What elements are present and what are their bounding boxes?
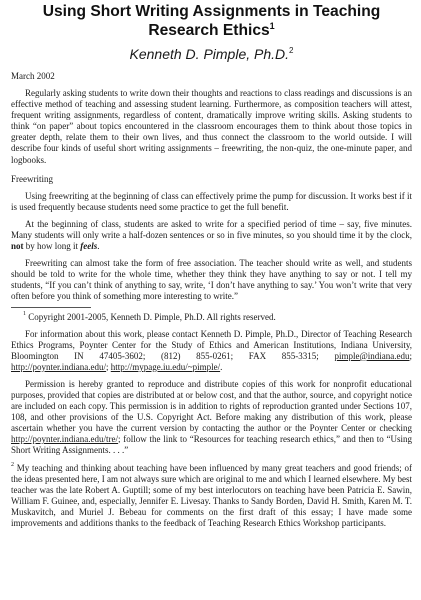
author-byline bbox=[11, 46, 412, 63]
document-date: March 2002 bbox=[11, 71, 55, 81]
author-footnote-ref: 2 bbox=[289, 46, 294, 55]
freewriting-paragraph-3: Freewriting can almost take the form of free association. The teacher should write as well, and students should be told to write for the whole time, whether they think they have anything to say or not. I tell my students, “If you can’t think of anything to say, write, ‘I don’t have anything to say.’ You won’t write that very often before you think of something more interesting to write.” bbox=[11, 258, 412, 302]
p2-bold-not: not bbox=[11, 241, 24, 252]
p2-text-end: . bbox=[97, 241, 100, 252]
separator: ; bbox=[105, 361, 111, 372]
freewriting-paragraph-1: Using freewriting at the beginning of class can effectively prime the pump for discussion. It works best if it is used frequently because students need some practice to get the full benefit. bbox=[11, 190, 412, 212]
p2-text-start: At the beginning of class, students are asked to write for a specified period of time – say, five minutes. Many students will only write a half-dozen sentences or so in five minutes, so you should time it by the clock, bbox=[11, 218, 412, 240]
footnote-1-contact-text: For information about this work, please contact Kenneth D. Pimple, Ph.D., Director of Teaching Research Ethics Programs, Poynter Center for the Study of Ethics and American Institutions, Indiana University, Bloomington IN 47405-3602; (812) 855-0261; FAX 855-3315; bbox=[11, 328, 412, 361]
footnote-1-number: 1 bbox=[23, 310, 26, 317]
document-page bbox=[11, 0, 412, 529]
p2-italic-feels: feels bbox=[80, 241, 98, 252]
intro-paragraph: Regularly asking students to write down their thoughts and reactions to class readings and discussions is an effective method of teaching and assessing student learning. Furthermore, as composition teachers will attest, frequent writing assignments, regardless of content, dramatically improve writing skills. Asking students to think “on paper” about topics encountered in the classroom encourages them to think about those topics in greater depth, relate them to their own lives, and thus connect the classroom to the world outside. I will describe four kinds of useful short writing assignments – freewriting, the non-quiz, the one-minute paper, and logbooks. bbox=[11, 88, 412, 165]
footnote-2-number: 2 bbox=[11, 461, 14, 468]
period: . bbox=[220, 361, 223, 372]
footnote-2-text: My teaching and thinking about teaching have been influenced by many great teachers and good friends; of the ideas presented here, I am not always sure which are original to me and which I learned elsewhere. My best teacher was the late Robert A. Guptill; some of my best interlocutors on teaching have been Patricia E. Sawin, William F. Guinee, and, especially, Jennifer E. Livesay. Thanks to Sandy Borden, David H. Smith, Karen M. T. Muskavitch, and Muriel J. Bebeau for comments on the first draft of this essay; I have made some improvements and additions thanks to the feedback of Teaching Research Ethics Workshop participants. bbox=[11, 462, 413, 528]
author-email-link[interactable]: pimple@indiana.edu bbox=[334, 350, 410, 361]
title-footnote-ref: 1 bbox=[269, 21, 275, 31]
separator: ; bbox=[409, 350, 412, 361]
author-name: Kenneth D. Pimple, Ph.D. bbox=[129, 46, 290, 62]
document-title bbox=[11, 2, 412, 40]
footnote-1-contact bbox=[11, 329, 412, 373]
author-homepage-link[interactable]: http://mypage.iu.edu/~pimple/ bbox=[110, 361, 221, 372]
title-line-2: Research Ethics bbox=[148, 22, 270, 39]
footnote-divider bbox=[11, 307, 91, 308]
tre-url-link[interactable]: http://poynter.indiana.edu/tre/ bbox=[11, 434, 118, 445]
poynter-url-link[interactable]: http://poynter.indiana.edu/ bbox=[11, 361, 106, 372]
footnote-1-permission-text: Permission is hereby granted to reproduce and distribute copies of this work for nonprofit educational purposes, provided that copies are distributed at or below cost, and that the author, source, and copyright notice are included on each copy. This permission is in addition to rights of reproduction granted under Sections 107, 108, and other provisions of the U.S. Copyright Act. Before making any distribution of this work, please ascertain whether you have the current version by contacting the author or the Poynter Center or checking bbox=[11, 378, 412, 434]
footnote-1-permission-end: ; follow the link to “Resources for teaching research ethics,” and then to “Using Short Writing Assignments. . . .” bbox=[11, 434, 412, 456]
footnote-1-copyright-text: Copyright 2001-2005, Kenneth D. Pimple, Ph.D. All rights reserved. bbox=[28, 311, 276, 322]
p2-text-middle: by how long it bbox=[23, 241, 81, 252]
freewriting-paragraph-2 bbox=[11, 219, 412, 252]
footnote-2 bbox=[11, 463, 412, 530]
section-heading-freewriting: Freewriting bbox=[11, 173, 53, 184]
title-line-1: Using Short Writing Assignments in Teaching bbox=[42, 3, 381, 20]
footnote-1-copyright bbox=[11, 312, 412, 323]
footnote-1-permission bbox=[11, 379, 412, 457]
